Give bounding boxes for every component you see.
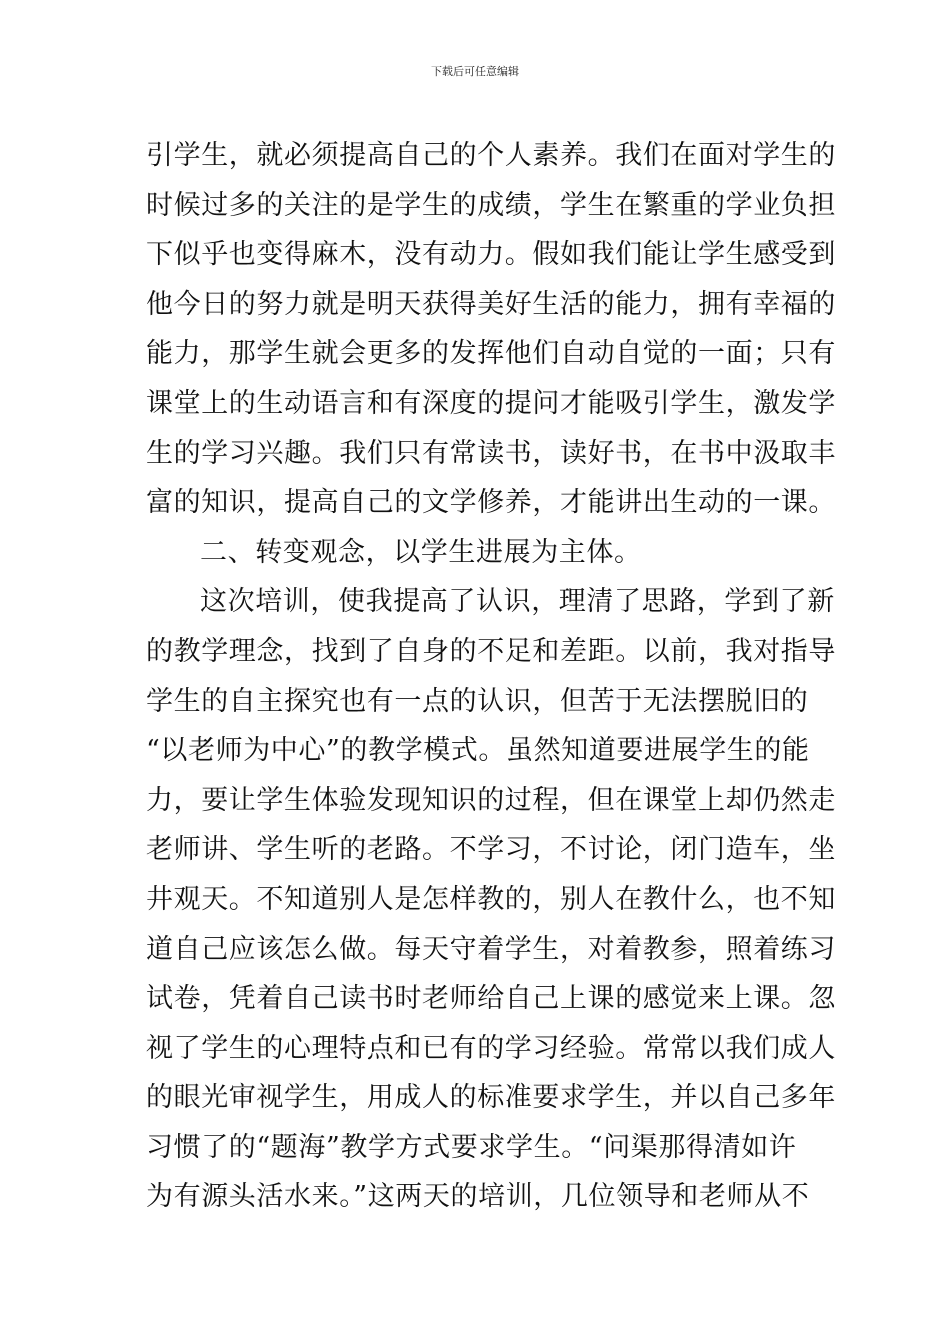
text-line: 的眼光审视学生，用成人的标准要求学生，并以自己多年 (146, 1082, 836, 1114)
text-line: 下似乎也变得麻木，没有动力。假如我们能让学生感受到 (146, 239, 836, 271)
text-line: 习惯了的“题海”教学方式要求学生。“问渠那得清如许 (146, 1131, 797, 1163)
text-line: 的教学理念，找到了自身的不足和差距。以前，我对指导 (146, 635, 836, 667)
page-header: 下载后可任意编辑 (431, 65, 519, 78)
text-line: 试卷，凭着自己读书时老师给自己上课的感觉来上课。忽 (146, 983, 836, 1015)
text-line: “以老师为中心”的教学模式。虽然知道要进展学生的能 (146, 735, 810, 767)
text-line: 为有源头活水来。”这两天的培训，几位领导和老师从不 (146, 1181, 810, 1213)
body-text (146, 131, 836, 1222)
text-line: 能力，那学生就会更多的发挥他们自动自觉的一面；只有 (146, 338, 836, 370)
text-line: 生的学习兴趣。我们只有常读书，读好书，在书中汲取丰 (146, 437, 836, 469)
text-line: 课堂上的生动语言和有深度的提问才能吸引学生，激发学 (146, 387, 836, 419)
text-line: 这次培训，使我提高了认识，理清了思路，学到了新 (200, 586, 835, 618)
text-line: 力，要让学生体验发现知识的过程，但在课堂上却仍然走 (146, 784, 836, 816)
text-line: 井观天。不知道别人是怎样教的，别人在教什么，也不知 (146, 883, 836, 915)
text-line: 视了学生的心理特点和已有的学习经验。常常以我们成人 (146, 1032, 836, 1064)
text-line: 富的知识，提高自己的文学修养，才能讲出生动的一课。 (146, 487, 836, 519)
text-line: 他今日的努力就是明天获得美好生活的能力，拥有幸福的 (146, 288, 836, 320)
section-heading: 二、转变观念，以学生进展为主体。 (200, 536, 642, 568)
text-line: 道自己应该怎么做。每天守着学生，对着教参，照着练习 (146, 933, 836, 965)
text-line: 引学生，就必须提高自己的个人素养。我们在面对学生的 (146, 140, 836, 171)
text-line: 学生的自主探究也有一点的认识，但苦于无法摆脱旧的 (146, 685, 809, 717)
text-line: 时候过多的关注的是学生的成绩，学生在繁重的学业负担 (146, 189, 836, 221)
text-line: 老师讲、学生听的老路。不学习，不讨论，闭门造车，坐 (146, 834, 836, 866)
